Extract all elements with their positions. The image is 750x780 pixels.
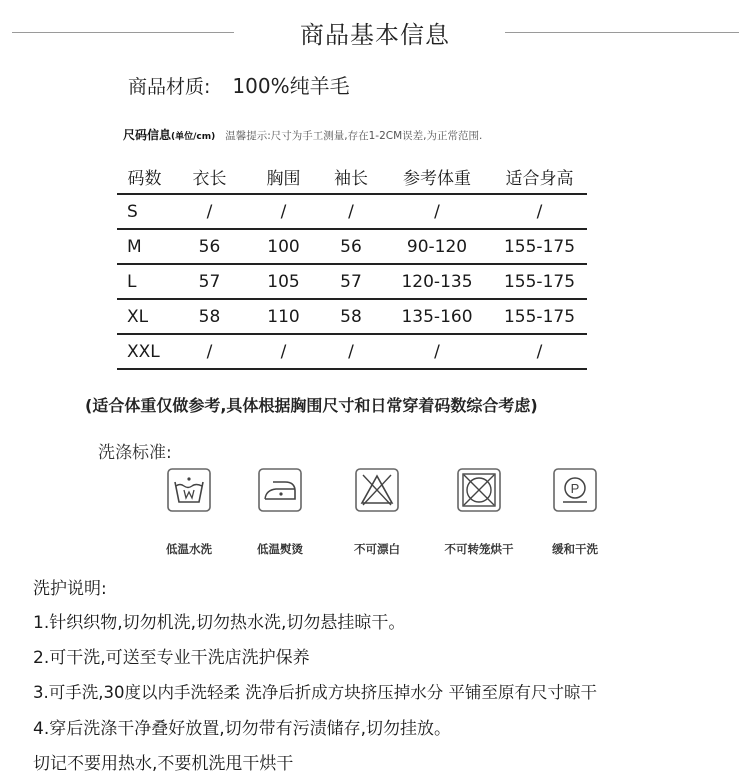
table-cell: 57: [172, 264, 247, 299]
low-temp-iron-icon: [258, 468, 302, 512]
table-cell: /: [492, 334, 587, 369]
size-info-unit: (单位/cm): [171, 132, 216, 142]
table-cell: 56: [172, 229, 247, 264]
table-cell: /: [247, 334, 320, 369]
table-cell: M: [117, 229, 172, 264]
header-cell: 适合身高: [492, 159, 587, 194]
header-cell: 参考体重: [382, 159, 492, 194]
low-temp-wash-icon: [167, 468, 211, 512]
material-line: [128, 70, 350, 99]
table-cell: /: [382, 334, 492, 369]
table-row: [117, 194, 587, 229]
table-cell: 110: [247, 299, 320, 334]
header-cell: 衣长: [172, 159, 247, 194]
header-cell: 袖长: [320, 159, 382, 194]
no-bleach-icon: [355, 468, 399, 512]
table-cell: 90-120: [382, 229, 492, 264]
size-info-title: 尺码信息: [123, 128, 172, 142]
table-cell: S: [117, 194, 172, 229]
wash-label: 不可转笼烘干: [444, 542, 514, 556]
wash-label: 不可漂白: [354, 542, 400, 556]
care-line: 切记不要用热水,不要机洗甩干烘干: [33, 754, 294, 774]
size-table: [117, 159, 587, 370]
table-row: [117, 334, 587, 369]
table-cell: 100: [247, 229, 320, 264]
size-table-header: [117, 159, 587, 194]
table-cell: /: [492, 194, 587, 229]
care-line: 3.可手洗,30度以内手洗轻柔 洗净后折成方块挤压掉水分 平铺至原有尺寸晾干: [33, 683, 597, 702]
table-cell: 155-175: [492, 264, 587, 299]
care-line: 1.针织织物,切勿机洗,切勿热水洗,切勿悬挂晾干。: [33, 613, 406, 633]
wash-label: 低温熨烫: [257, 542, 303, 556]
svg-text:P: P: [570, 481, 580, 496]
care-line: 4.穿后洗涤干净叠好放置,切勿带有污渍储存,切勿挂放。: [33, 719, 452, 739]
table-cell: 58: [320, 299, 382, 334]
table-cell: /: [320, 194, 382, 229]
table-cell: L: [117, 264, 172, 299]
table-cell: 120-135: [382, 264, 492, 299]
page-title: 商品基本信息: [300, 21, 450, 49]
material-label: 商品材质:: [128, 76, 211, 98]
table-cell: 105: [247, 264, 320, 299]
table-cell: 155-175: [492, 229, 587, 264]
weight-note: (适合体重仅做参考,具体根据胸围尺寸和日常穿着码数综合考虑): [85, 396, 538, 415]
table-cell: XXL: [117, 334, 172, 369]
care-title: 洗护说明:: [33, 579, 107, 599]
table-cell: 135-160: [382, 299, 492, 334]
table-cell: /: [382, 194, 492, 229]
table-row: [117, 299, 587, 334]
table-cell: /: [172, 334, 247, 369]
size-info-line: [123, 126, 482, 143]
material-value: 100%纯羊毛: [232, 74, 350, 98]
wash-label: 缓和干洗: [552, 542, 598, 556]
table-cell: 57: [320, 264, 382, 299]
size-info-tip: 温馨提示:尺寸为手工测量,存在1-2CM误差,为正常范围.: [225, 130, 483, 142]
table-cell: 155-175: [492, 299, 587, 334]
table-row: [117, 229, 587, 264]
care-line: 2.可干洗,可送至专业干洗店洗护保养: [33, 648, 310, 668]
table-cell: 56: [320, 229, 382, 264]
table-cell: XL: [117, 299, 172, 334]
wash-label: 低温水洗: [166, 542, 212, 556]
no-tumble-dry-icon: [457, 468, 501, 512]
table-cell: /: [320, 334, 382, 369]
table-cell: 58: [172, 299, 247, 334]
gentle-dry-clean-icon: [553, 468, 597, 512]
table-cell: /: [172, 194, 247, 229]
header-cell: 胸围: [247, 159, 320, 194]
header-cell: 码数: [117, 159, 172, 194]
wash-title: 洗涤标准:: [98, 443, 172, 463]
table-row: [117, 264, 587, 299]
table-cell: /: [247, 194, 320, 229]
